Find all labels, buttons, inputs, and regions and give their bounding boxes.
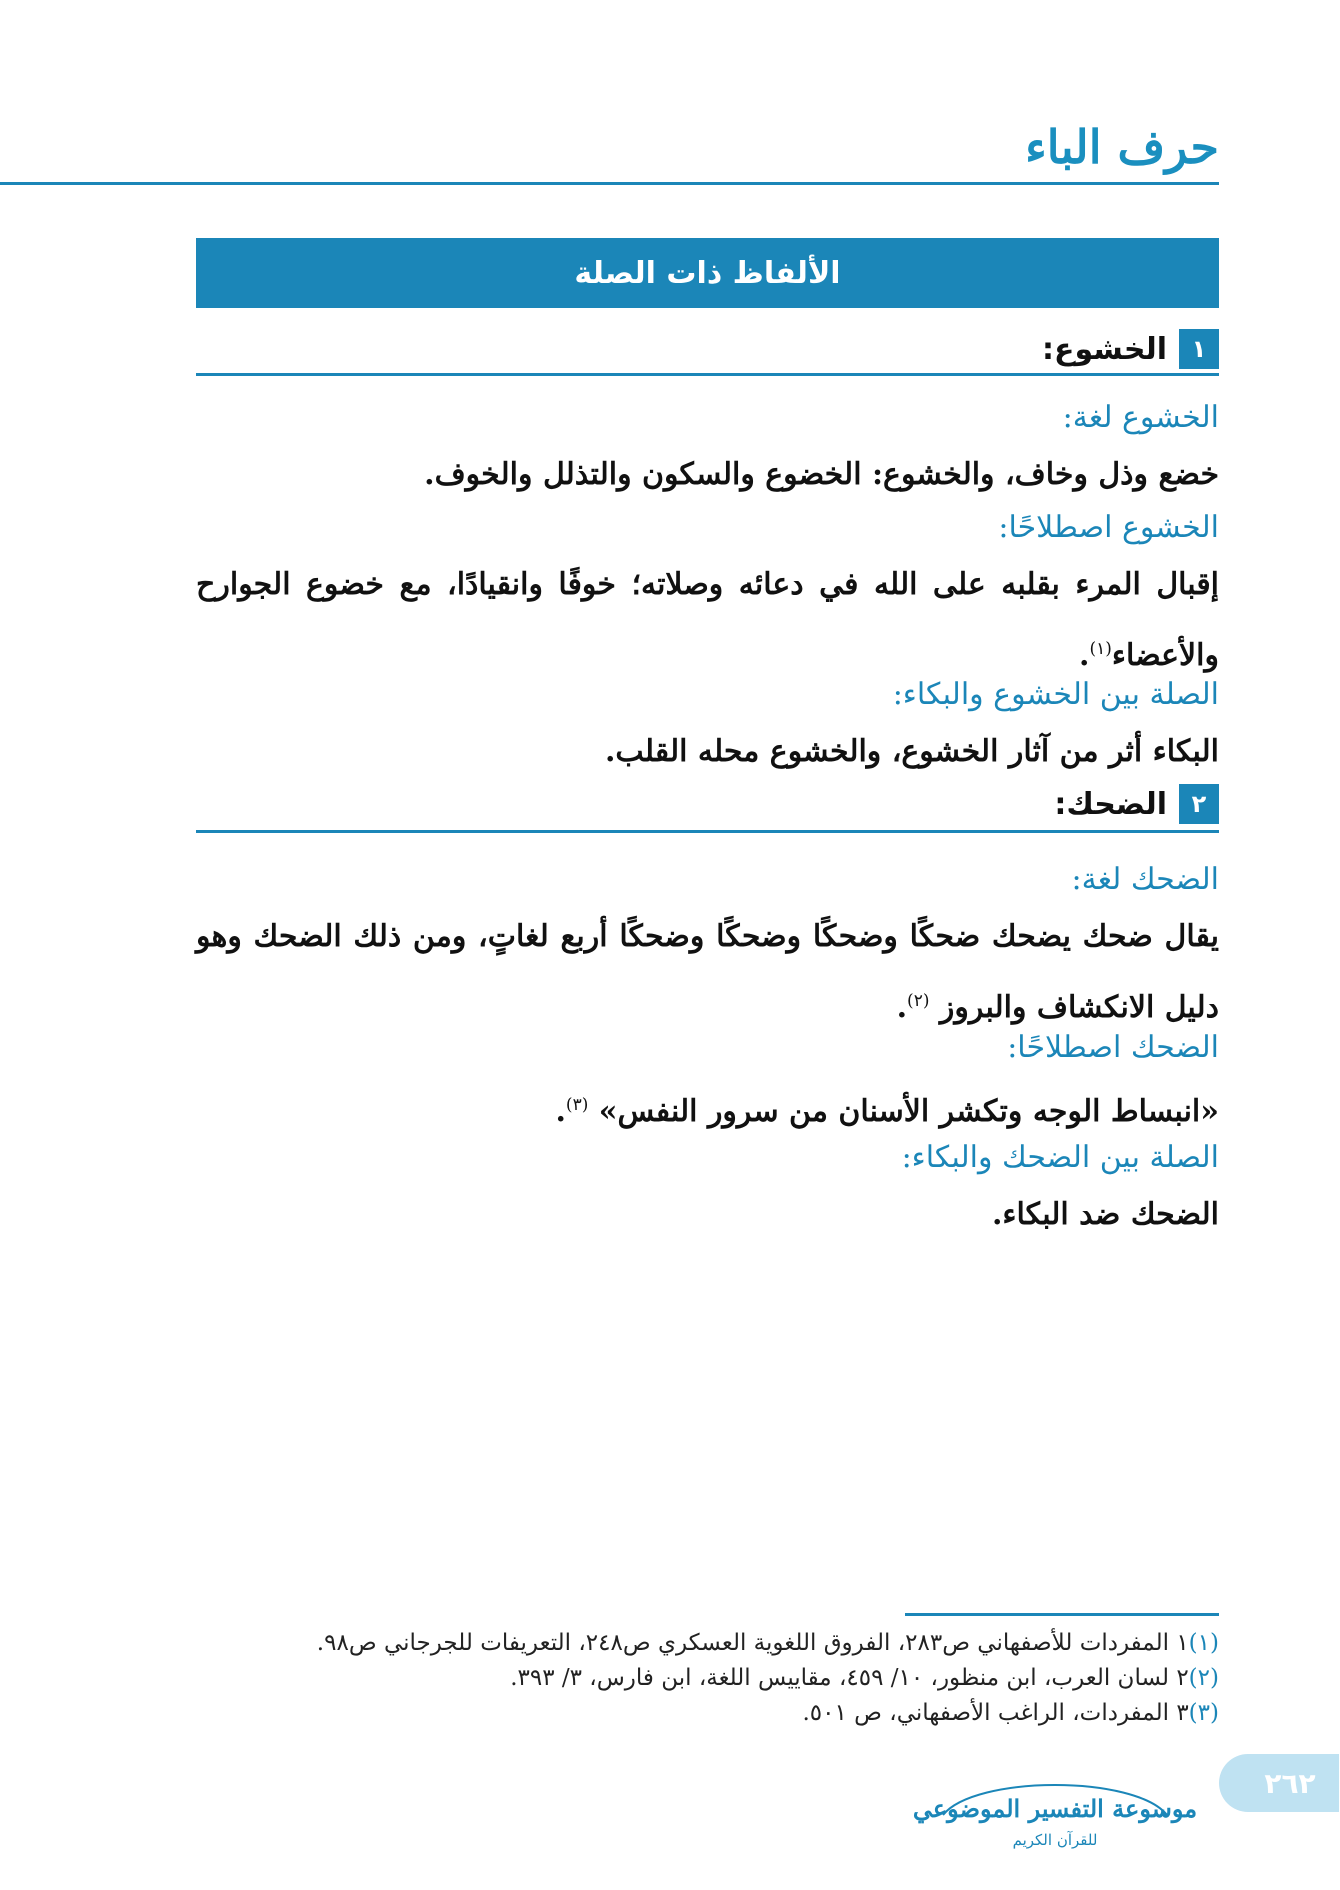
footnote-ref[interactable]: (٣) [1188, 1700, 1219, 1726]
footnote [802, 1696, 1219, 1731]
paragraph-text: إقبال المرء بقلبه على الله في دعائه وصلاته؛ خوفًا وانقيادًا، مع خضوع الجوارح والأعضاء [196, 567, 1219, 673]
paragraph-text: «انبساط الوجه وتكشر الأسنان من سرور النفس» [598, 1094, 1219, 1129]
paragraph-tech [196, 553, 1219, 688]
footnote-marker[interactable]: (١) [1089, 639, 1112, 659]
subheading-relation: الصلة بين الخشوع والبكاء: [892, 677, 1219, 712]
paragraph-relation: الضحك ضد البكاء. [991, 1197, 1219, 1232]
subheading-tech: الضحك اصطلاحًا: [1007, 1030, 1219, 1065]
paragraph-relation: البكاء أثر من آثار الخشوع، والخشوع محله القلب. [604, 734, 1219, 769]
paragraph-end: . [1079, 638, 1090, 673]
footnote-marker[interactable]: (٢) [907, 991, 930, 1011]
term-heading-khushoo [1042, 330, 1219, 368]
section-title: الألفاظ ذات الصلة [574, 255, 841, 291]
term-number-badge: ٢ [1179, 784, 1219, 824]
brand-subtitle: للقرآن الكريم [1012, 1831, 1098, 1849]
chapter-title: حرف الباء [1025, 120, 1219, 174]
term-rule [196, 830, 1219, 833]
term-number-badge: ١ [1179, 329, 1219, 369]
footnote-marker[interactable]: (٣) [565, 1095, 589, 1115]
footnote-ref[interactable]: (١) [1188, 1630, 1219, 1656]
paragraph-lang: خضع وذل وخاف، والخشوع: الخضوع والسكون والتذلل والخوف. [424, 457, 1219, 492]
paragraph-end: . [896, 990, 908, 1025]
encyclopedia-logo-icon [912, 1765, 1198, 1855]
term-label: الخشوع: [1042, 331, 1167, 367]
subheading-lang: الضحك لغة: [1071, 862, 1219, 897]
subheading-lang: الخشوع لغة: [1062, 400, 1219, 435]
page-number: ٢٦٢ [1264, 1766, 1316, 1800]
footnote-text: ٣ المفردات، الراغب الأصفهاني، ص ٥٠١. [802, 1700, 1189, 1726]
term-rule [196, 373, 1219, 376]
paragraph-text: يقال ضحك يضحك ضحكًا وضحكًا وضحكًا وضحكًا أربع لغاتٍ، ومن ذلك الضحك وهو دليل الانكشاف والبروز [196, 919, 1219, 1025]
footnote [510, 1661, 1219, 1696]
footnote-ref[interactable]: (٢) [1188, 1665, 1219, 1691]
section-banner [196, 238, 1219, 308]
footnote-text: ٢ لسان العرب، ابن منظور، ١٠/ ٤٥٩، مقاييس اللغة، ابن فارس، ٣/ ٣٩٣. [510, 1665, 1189, 1691]
subheading-relation: الصلة بين الضحك والبكاء: [901, 1140, 1219, 1175]
paragraph-end: . [555, 1094, 566, 1129]
footnote-rule [905, 1613, 1219, 1616]
paragraph-lang [196, 905, 1219, 1040]
paragraph-tech [555, 1073, 1219, 1144]
brand-title: موسوعة التفسير الموضوعي [912, 1794, 1198, 1823]
subheading-tech: الخشوع اصطلاحًا: [998, 510, 1219, 545]
footnote-text: ١ المفردات للأصفهاني ص٢٨٣، الفروق اللغوية العسكري ص٢٤٨، التعريفات للجرجاني ص٩٨. [316, 1630, 1189, 1656]
term-heading-dahik [1054, 785, 1219, 823]
footnote [317, 1626, 1219, 1661]
header-rule [0, 182, 1219, 185]
term-label: الضحك: [1054, 786, 1167, 822]
